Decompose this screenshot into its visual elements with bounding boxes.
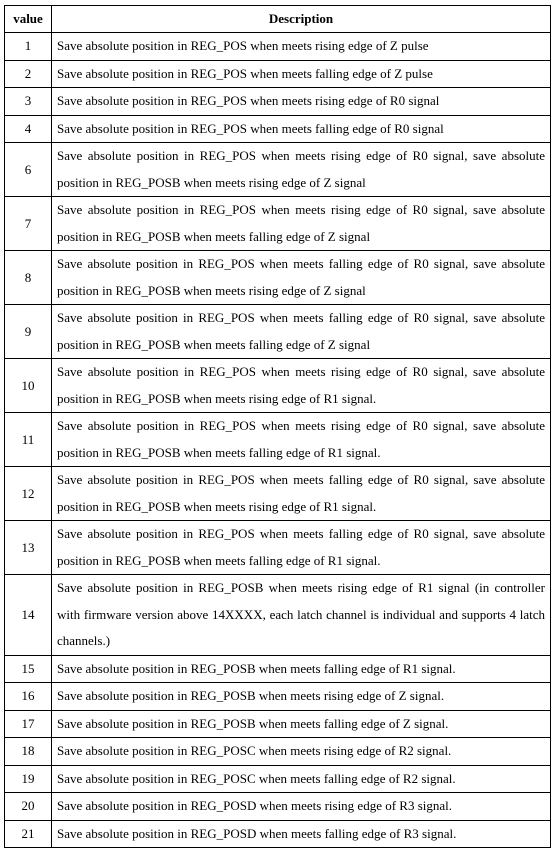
table-row [5, 60, 551, 88]
value-cell: 8 [5, 251, 52, 305]
header-row [5, 6, 551, 33]
description-cell: Save absolute position in REG_POS when meets falling edge of R0 signal, save absolute position in REG_POSB when meets rising edge of R1 signal. [52, 467, 551, 521]
table-row [5, 305, 551, 359]
value-cell: 21 [5, 820, 52, 848]
table-row [5, 820, 551, 848]
value-cell: 2 [5, 60, 52, 88]
value-cell: 12 [5, 467, 52, 521]
value-cell: 6 [5, 143, 52, 197]
description-cell: Save absolute position in REG_POSB when meets falling edge of Z signal. [52, 710, 551, 738]
description-cell: Save absolute position in REG_POSC when meets falling edge of R2 signal. [52, 765, 551, 793]
description-cell: Save absolute position in REG_POSB when meets falling edge of R1 signal. [52, 655, 551, 683]
description-cell: Save absolute position in REG_POSB when meets rising edge of Z signal. [52, 683, 551, 711]
table-row [5, 251, 551, 305]
value-cell: 9 [5, 305, 52, 359]
table-row [5, 738, 551, 766]
table-row [5, 655, 551, 683]
table-row [5, 143, 551, 197]
table-row [5, 710, 551, 738]
description-cell: Save absolute position in REG_POS when meets rising edge of Z pulse [52, 33, 551, 61]
description-cell: Save absolute position in REG_POS when meets rising edge of R0 signal, save absolute position in REG_POSB when meets falling edge of R1 signal. [52, 413, 551, 467]
description-cell: Save absolute position in REG_POS when meets falling edge of R0 signal, save absolute position in REG_POSB when meets falling edge of R1 signal. [52, 521, 551, 575]
value-cell: 19 [5, 765, 52, 793]
table-row [5, 88, 551, 116]
value-cell: 13 [5, 521, 52, 575]
value-cell: 10 [5, 359, 52, 413]
description-cell: Save absolute position in REG_POS when meets falling edge of R0 signal, save absolute position in REG_POSB when meets rising edge of Z signal [52, 251, 551, 305]
table-row [5, 521, 551, 575]
table-row [5, 115, 551, 143]
description-cell: Save absolute position in REG_POS when meets rising edge of R0 signal [52, 88, 551, 116]
value-cell: 15 [5, 655, 52, 683]
value-cell: 4 [5, 115, 52, 143]
value-cell: 18 [5, 738, 52, 766]
table-row [5, 359, 551, 413]
table-row [5, 765, 551, 793]
description-cell: Save absolute position in REG_POS when meets rising edge of R0 signal, save absolute position in REG_POSB when meets rising edge of Z signal [52, 143, 551, 197]
description-cell: Save absolute position in REG_POS when meets rising edge of R0 signal, save absolute position in REG_POSB when meets falling edge of Z signal [52, 197, 551, 251]
description-cell: Save absolute position in REG_POS when meets rising edge of R0 signal, save absolute position in REG_POSB when meets rising edge of R1 signal. [52, 359, 551, 413]
table-row [5, 413, 551, 467]
description-cell: Save absolute position in REG_POS when meets falling edge of R0 signal, save absolute position in REG_POSB when meets falling edge of Z signal [52, 305, 551, 359]
description-cell: Save absolute position in REG_POSC when meets rising edge of R2 signal. [52, 738, 551, 766]
table-row [5, 793, 551, 821]
value-cell: 1 [5, 33, 52, 61]
description-cell: Save absolute position in REG_POSB when meets rising edge of R1 signal (in controller with firmware version above 14XXXX, each latch channel is individual and supports 4 latch channels.) [52, 575, 551, 656]
table-row [5, 683, 551, 711]
value-cell: 16 [5, 683, 52, 711]
value-cell: 14 [5, 575, 52, 656]
value-cell: 11 [5, 413, 52, 467]
value-cell: 3 [5, 88, 52, 116]
description-cell: Save absolute position in REG_POS when meets falling edge of R0 signal [52, 115, 551, 143]
value-cell: 17 [5, 710, 52, 738]
description-cell: Save absolute position in REG_POSD when meets falling edge of R3 signal. [52, 820, 551, 848]
table-row [5, 575, 551, 656]
table-row [5, 197, 551, 251]
column-header-value: value [5, 6, 52, 33]
description-cell: Save absolute position in REG_POSD when meets rising edge of R3 signal. [52, 793, 551, 821]
table-row [5, 467, 551, 521]
latch-mode-table [4, 5, 551, 848]
value-cell: 7 [5, 197, 52, 251]
value-cell: 20 [5, 793, 52, 821]
description-cell: Save absolute position in REG_POS when meets falling edge of Z pulse [52, 60, 551, 88]
table-row [5, 33, 551, 61]
column-header-description: Description [52, 6, 551, 33]
